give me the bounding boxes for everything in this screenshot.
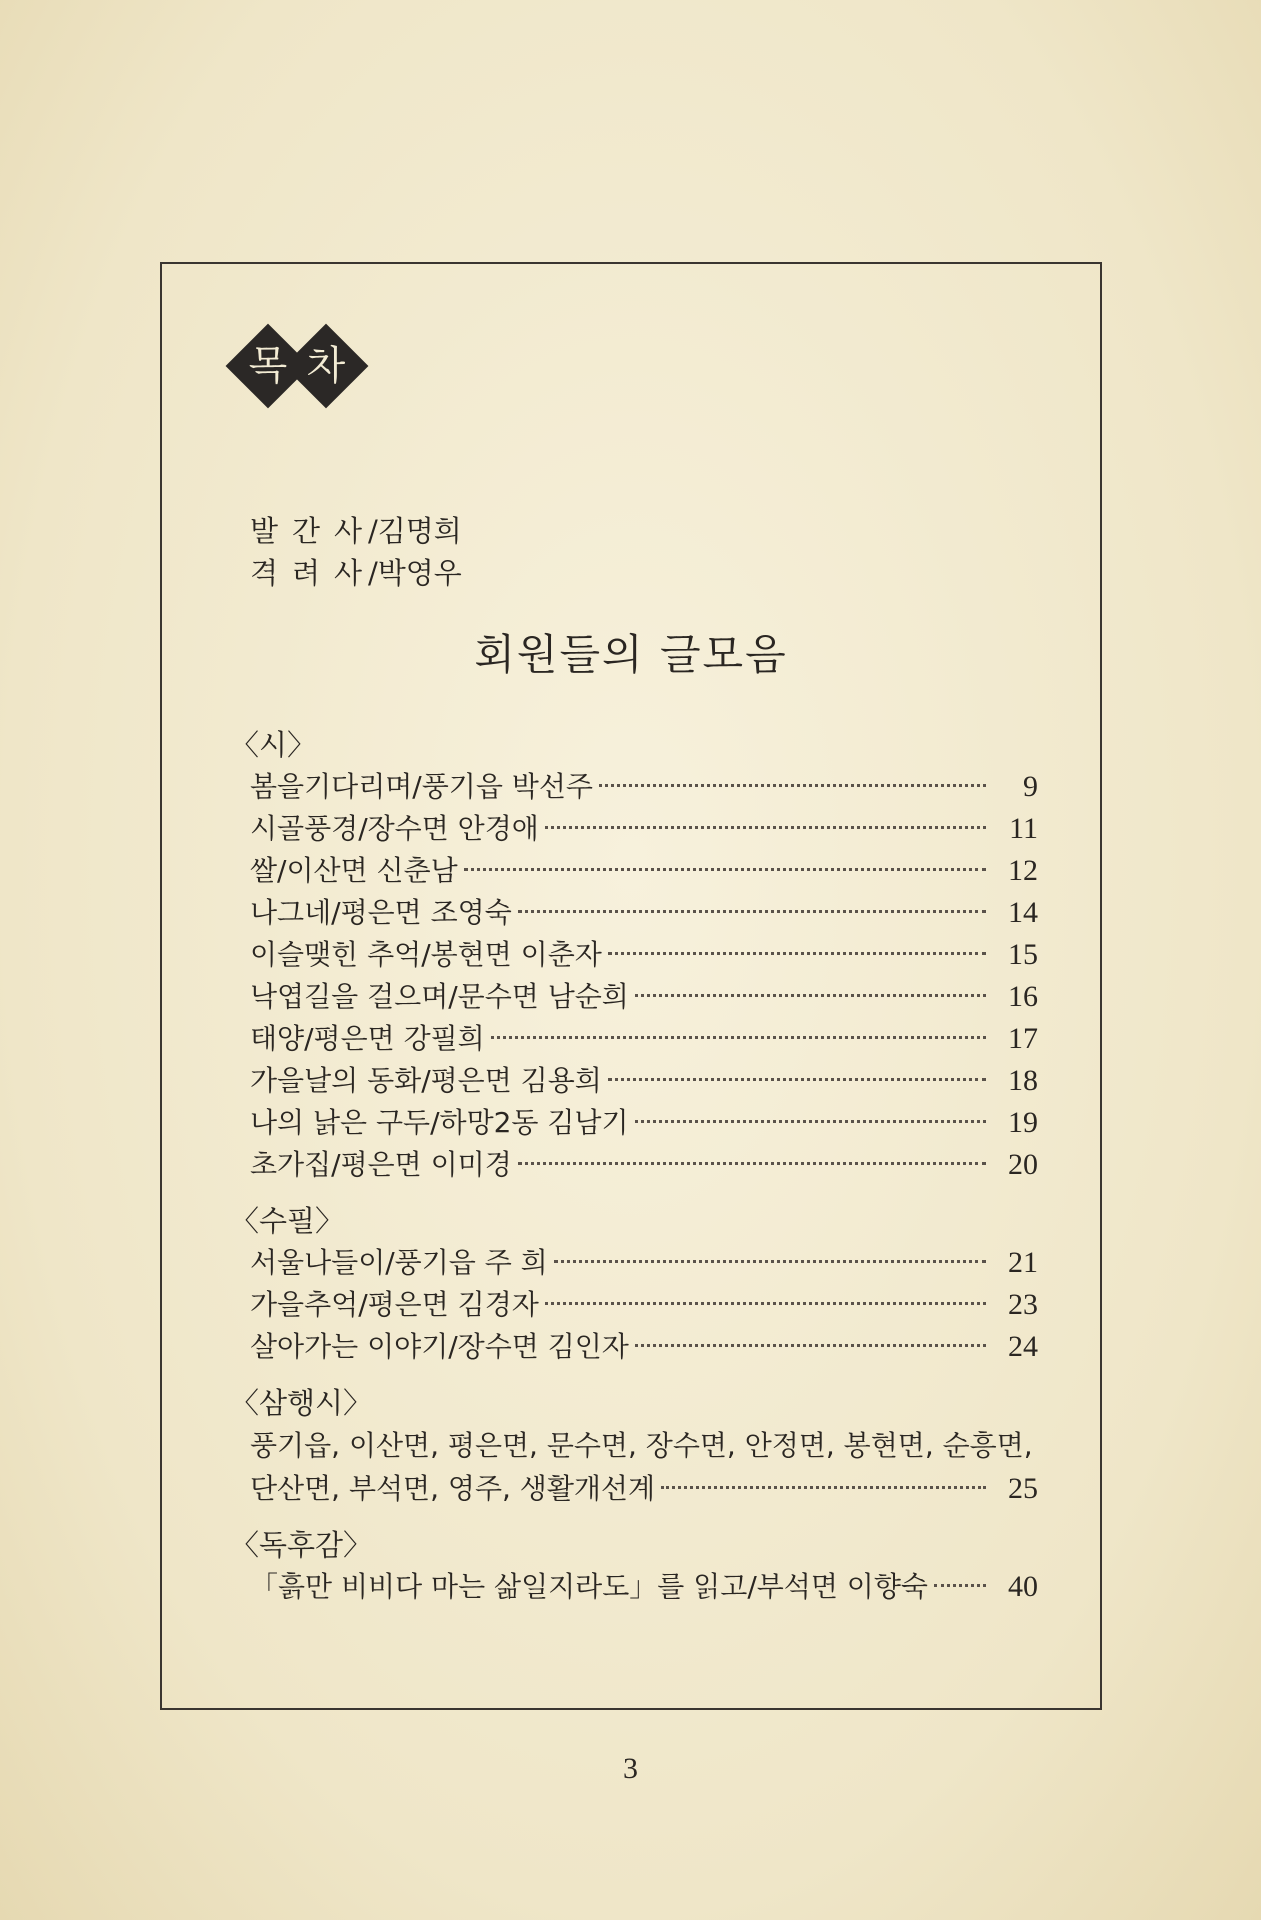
leader-dots [608,952,986,955]
leader-dots [464,868,986,871]
leader-dots [518,1162,986,1165]
entry-page: 17 [1008,1022,1038,1055]
toc-entry [250,1018,1038,1060]
entry-page: 12 [1008,854,1038,887]
leader-dots [635,1120,986,1123]
entry-title: 태양/평은면 강필희 [250,1022,485,1055]
toc-entry [250,892,1038,934]
entry-page: 16 [1008,980,1038,1013]
badge-char-1: 목 [248,343,288,389]
entry-title: 나의 낡은 구두/하망2동 김남기 [250,1106,629,1139]
intro-row-publisher [250,510,462,552]
toc-entry [250,766,1038,808]
leader-dots [635,994,986,997]
leader-dots [599,784,986,787]
entry-title: 초가집/평은면 이미경 [250,1148,512,1181]
category-poetry: 〈시〉 [230,728,317,762]
intro-row-encouragement [250,552,462,594]
category-review: 〈독후감〉 [230,1528,373,1562]
samhaengsi-line-1: 풍기읍, 이산면, 평은면, 문수면, 장수면, 안정면, 봉현면, 순흥면, [250,1429,1033,1462]
entry-title: 가을추억/평은면 김경자 [250,1288,539,1321]
entry-page: 24 [1008,1330,1038,1363]
toc-entry [250,1060,1038,1102]
intro-list [250,510,462,594]
toc-entry [250,1468,1038,1510]
entry-page: 20 [1008,1148,1038,1181]
entry-title: 살아가는 이야기/장수면 김인자 [250,1330,629,1363]
entry-title: 서울나들이/풍기읍 주 희 [250,1246,548,1279]
leader-dots [554,1260,986,1263]
toc-entry [250,850,1038,892]
intro-role: 격려사 [250,556,377,590]
intro-name: /박영우 [368,556,462,590]
leader-dots [518,910,986,913]
leader-dots [608,1078,986,1081]
page-number: 3 [623,1752,638,1785]
entry-page: 18 [1008,1064,1038,1097]
category-samhaengsi: 〈삼행시〉 [230,1386,373,1420]
entry-page: 9 [1023,770,1038,803]
toc-entry [250,1566,1038,1608]
toc-entry [250,934,1038,976]
entry-page: 14 [1008,896,1038,929]
entry-title: 「흙만 비비다 마는 삶일지라도」를 읽고/부석면 이향숙 [250,1570,928,1603]
entry-title: 가을날의 동화/평은면 김용희 [250,1064,602,1097]
leader-dots [545,826,986,829]
toc-entry [250,1102,1038,1144]
toc-frame [160,262,1102,1710]
leader-dots [934,1584,986,1587]
leader-dots [661,1486,986,1489]
category-essay: 〈수필〉 [230,1204,345,1238]
intro-name: /김명희 [368,514,462,548]
section-title: 회원들의 글모음 [474,630,788,679]
entry-page: 25 [1008,1472,1038,1505]
entry-page: 15 [1008,938,1038,971]
intro-role: 발간사 [250,514,377,548]
toc-entry [250,1326,1038,1368]
toc-entry [250,808,1038,850]
entry-page: 19 [1008,1106,1038,1139]
toc-entry [250,1242,1038,1284]
entry-title: 이슬맺힌 추억/봉현면 이춘자 [250,938,602,971]
entry-title: 쌀/이산면 신춘남 [250,854,458,887]
entry-page: 23 [1008,1288,1038,1321]
toc-entry [250,1284,1038,1326]
entry-page: 40 [1008,1570,1038,1603]
toc-badge [228,328,368,412]
entry-title: 봄을기다리며/풍기읍 박선주 [250,770,593,803]
entry-page: 21 [1008,1246,1038,1279]
toc-entry [250,976,1038,1018]
entry-title: 시골풍경/장수면 안경애 [250,812,539,845]
entry-title: 단산면, 부석면, 영주, 생활개선계 [250,1472,656,1505]
badge-char-2: 차 [306,343,346,389]
toc-list [230,724,1038,1608]
entry-title: 나그네/평은면 조영숙 [250,896,512,929]
leader-dots [491,1036,986,1039]
entry-page: 11 [1009,812,1038,845]
leader-dots [635,1344,986,1347]
leader-dots [545,1302,986,1305]
entry-title: 낙엽길을 걸으며/문수면 남순희 [250,980,629,1013]
toc-entry [250,1144,1038,1186]
